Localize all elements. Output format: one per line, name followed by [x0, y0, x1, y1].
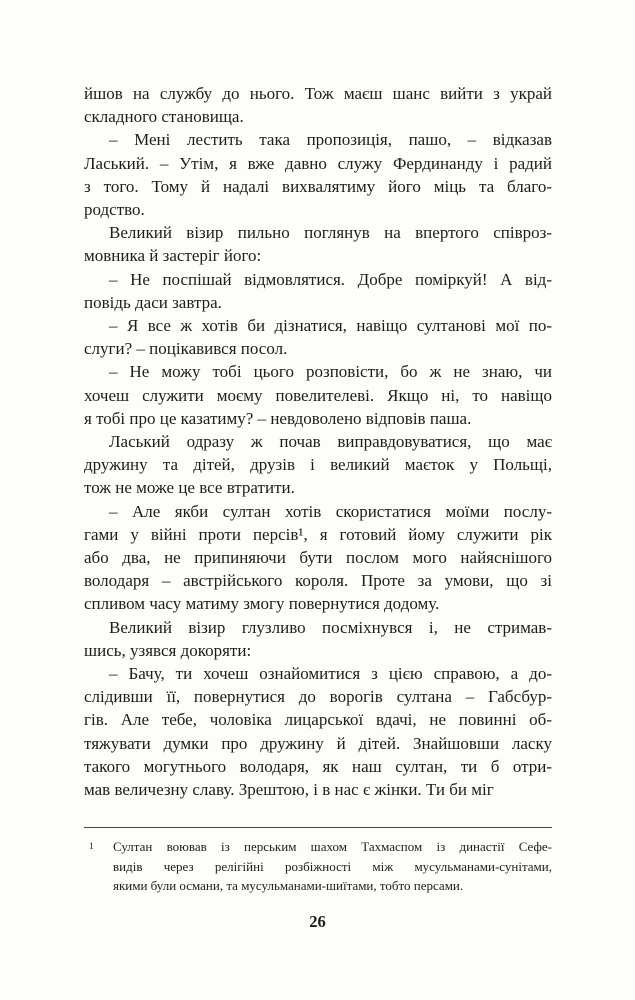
body-text [84, 82, 552, 801]
paragraph [84, 128, 552, 221]
text-line: – Я все ж хотів би дізнатися, навіщо султанові мої по- [109, 316, 552, 336]
paragraph [84, 616, 552, 662]
text-line: дружину та дітей, друзів і великий маєток у Польщі, [84, 455, 552, 475]
text-line: Ласький. – Утім, я вже давно служу Фердинанду і радий [84, 153, 552, 173]
text-line: слуги? – поцікавився посол. [84, 339, 288, 359]
text-line: тож не може це все втратити. [84, 478, 295, 498]
text-line: складного становища. [84, 107, 244, 127]
text-line: Великий візир глузливо посміхнувся і, не стримав- [109, 617, 552, 637]
text-line: володаря – австрійського короля. Проте за умови, що зі [84, 571, 552, 591]
text-line: мав величезну славу. Зрештою, і в нас є жінки. Ти би міг [84, 780, 494, 800]
text-line: Султан воював із перським шахом Тахмаспом із династії Сефе- [113, 839, 552, 854]
text-line: Великий візир пильно поглянув на впертого співроз- [109, 223, 552, 243]
text-line: йшов на службу до нього. Тож маєш шанс вийти з украй [84, 84, 552, 103]
text-line: – Не поспішай відмовлятися. Добре поміркуй! А від- [109, 269, 552, 289]
text-line: або два, не припиняючи бути послом мого найяснішого [84, 548, 552, 568]
text-line: слідивши її, повернутися до ворогів султана – Габсбур- [84, 687, 552, 707]
text-line: мовника й застеріг його: [84, 246, 262, 266]
paragraph [84, 430, 552, 500]
text-line: видів через релігійні розбіжності між мусульманами-сунітами, [113, 858, 552, 874]
text-line: шись, узявся докоряти: [84, 640, 252, 660]
text-line: повідь даси завтра. [84, 292, 222, 312]
footnote-text [84, 837, 552, 896]
text-line: такого могутнього володаря, як наш султан, ти б отри- [84, 756, 552, 776]
paragraph [84, 500, 552, 616]
paragraph [84, 314, 552, 360]
text-line: – Мені лестить така пропозиція, пашо, – відказав [109, 130, 552, 150]
text-line: гів. Але тебе, чоловіка лицарської вдачі, не повинні об- [84, 710, 552, 730]
text-line: Ласький одразу ж почав виправдовуватися, що має [109, 432, 552, 452]
footnote-marker: 1 [89, 842, 94, 852]
text-line: спливом часу матиму змогу повернутися додому. [84, 594, 440, 614]
text-line: якими були османи, та мусульманами-шиїтами, тобто персами. [113, 878, 464, 893]
page-number: 26 [309, 912, 326, 931]
text-line: тяжувати думки про дружину й дітей. Знайшовши ласку [84, 733, 552, 753]
text-line: гами у війні проти персів¹, я готовий йому служити рік [84, 524, 552, 544]
paragraph [84, 662, 552, 801]
text-line: з того. Тому й надалі вихвалятиму його міць та благо- [84, 176, 552, 196]
text-line: родство. [84, 200, 145, 220]
paragraph [84, 221, 552, 267]
text-line: – Бачу, ти хочеш ознайомитися з цією справою, а до- [109, 664, 552, 684]
text-line: – Але якби султан хотів скористатися моїми послу- [109, 501, 552, 521]
paragraph [84, 360, 552, 430]
text-line: – Не можу тобі цього розповісти, бо ж не знаю, чи [109, 362, 552, 382]
footnote-separator [84, 827, 552, 828]
paragraph [84, 268, 552, 314]
text-line: я тобі про це казатиму? – невдоволено відповів паша. [84, 408, 472, 428]
text-line: хочеш служити моєму повелителеві. Якщо ні, то навіщо [84, 385, 552, 405]
paragraph [84, 82, 552, 128]
footnote [84, 837, 552, 896]
